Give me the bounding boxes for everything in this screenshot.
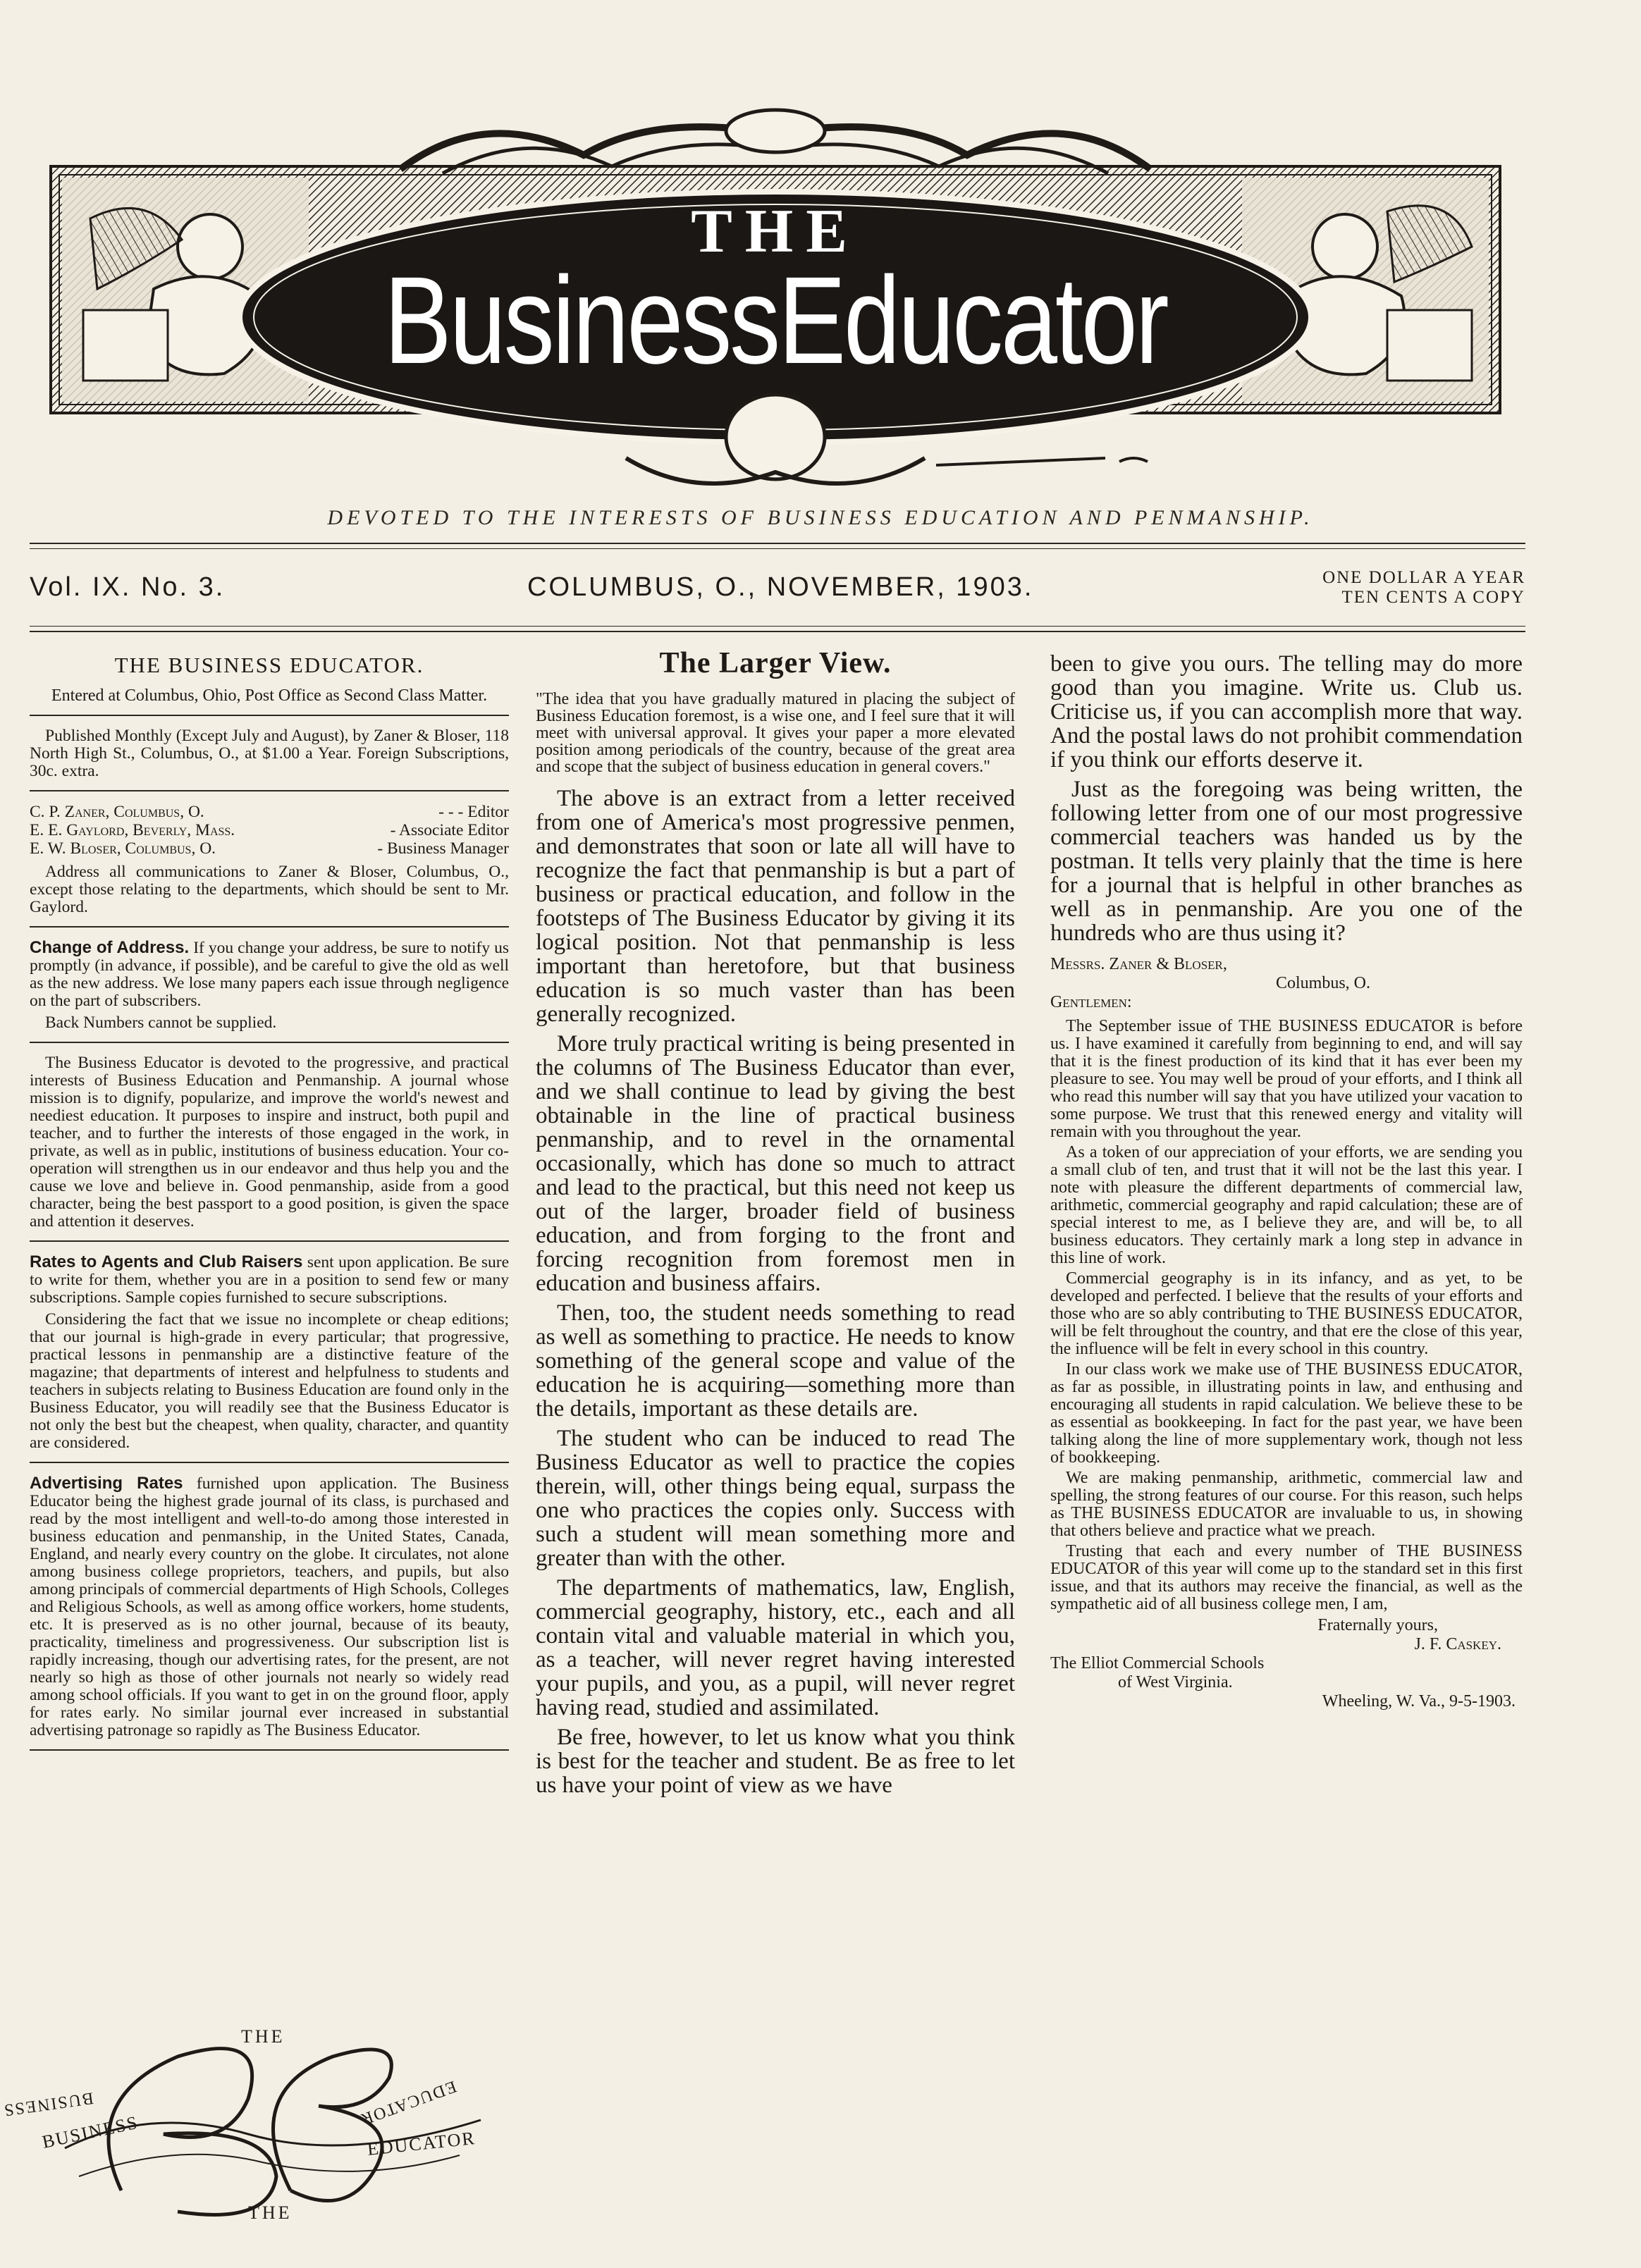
divider <box>30 1462 509 1463</box>
divider <box>30 790 509 791</box>
divider-top <box>30 543 1525 544</box>
letter-place-date: Wheeling, W. Va., 9-5-1903. <box>1322 1692 1516 1711</box>
entered-notice: Entered at Columbus, Ohio, Post Office as Second Class Matter. <box>51 686 488 705</box>
divider <box>30 1749 509 1751</box>
rates-heading: Rates to Agents and Club Raisers <box>30 1252 303 1271</box>
back-numbers-notice: Back Numbers cannot be supplied. <box>45 1013 277 1032</box>
left-title: THE BUSINESS EDUCATOR. <box>114 653 424 677</box>
change-of-address-heading: Change of Address. <box>30 938 190 957</box>
masthead-banner <box>48 106 1503 486</box>
letter-addressee: Messrs. Zaner & Bloser, <box>1050 955 1227 973</box>
letter-paragraph: Trusting that each and every number of THE BUSINESS EDUCATOR of this year will come up to the standard set in this first issue, and that its authors may receive the financial, as well as the sympathetic aid of all business college men, I am, <box>1050 1542 1523 1613</box>
staff-role: - Business Manager <box>377 839 509 858</box>
letter-paragraph: As a token of our appreciation of your efforts, we are sending you a small club of ten, and trust that it will not be the last this year. I note with pleasure the different departments of commercial law, arithmetic, commercial geography and rapid calculation; these are of special interest to me, as I believe they are, and will be, to all business educators. They certainly mark a long step in advance in this line of work. <box>1050 1143 1523 1267</box>
article-paragraph: The above is an extract from a letter received from one of America's most progressive penmen, and demonstrates that soon or late all will have to recognize the fact that penmanship is but a part of business or practical education, and follow in the footsteps of The Business Educator by giving it its logical position. Not that penmanship is less important than heretofore, but that business education is so much vaster than has been generally recognized. <box>536 786 1015 1027</box>
letter-paragraph: The September issue of THE BUSINESS EDUCATOR is before us. I have examined it carefully from beginning to end, and will say that it is the finest production of its kind that it has ever been my pleasure to see. You may well be proud of your efforts, and I think all who read this number will say that you have utilized your vacation to some purpose. We trust that this renewed energy and vitality will remain with you throughout the year. <box>1050 1017 1523 1141</box>
article-paragraph: Then, too, the student needs something to read as well as something to practice. He needs to know something of the general scope and value of the education he is acquiring—something more than the details, important as these details are. <box>536 1300 1015 1422</box>
article-continued <box>1050 652 1523 945</box>
divider <box>30 926 509 927</box>
left-column <box>30 652 509 1762</box>
tagline: DEVOTED TO THE INTERESTS OF BUSINESS EDUCATION AND PENMANSHIP. <box>327 506 1314 529</box>
letter-body <box>1050 1018 1523 1613</box>
price <box>1322 568 1525 608</box>
monogram-business: BUSINESS <box>40 2112 141 2152</box>
advertising-heading: Advertising Rates <box>30 1474 183 1493</box>
monogram-the-bottom: THE <box>248 2202 293 2223</box>
school-state: of West Virginia. <box>1118 1673 1233 1691</box>
issue-info <box>30 568 1525 615</box>
published-notice: Published Monthly (Except July and August), by Zaner & Bloser, 118 North High St., Columbus, O., at $1.00 a Year. Foreign Subscriptions, 30c. extra. <box>30 727 509 780</box>
article-body <box>536 787 1015 1797</box>
staff-row <box>30 821 509 839</box>
rates-to-agents <box>30 1253 509 1307</box>
divider <box>30 715 509 716</box>
letter-paragraph: In our class work we make use of THE BUSINESS EDUCATOR, as far as possible, in illustrating points in law, and enthusing and encouraging all students in rapid calculation. We believe these to be as essential as bookkeeping. In fact for the past year, we have been talking along the line of more supplementary work, though not less of bookkeeping. <box>1050 1360 1523 1467</box>
staff-role: - Associate Editor <box>390 821 509 839</box>
article-paragraph: Just as the foregoing was being written, the following letter from one of our most progressive commercial teachers was handed us by the postman. It tells very plainly that the time is here for a journal that is helpful in other branches as well as in penmanship. Are you one of the hundreds who are thus using it? <box>1050 777 1523 946</box>
be-monogram <box>1 2014 509 2226</box>
volume-number: Vol. IX. No. 3. <box>30 572 226 602</box>
monogram-educator: EDUCATOR <box>366 2128 477 2159</box>
divider-issue-thin <box>30 626 1525 627</box>
letter-paragraph: We are making penmanship, arithmetic, commercial law and spelling, the strong features of our course. For this reason, such helps as THE BUSINESS EDUCATOR are invaluable to us, in showing that others believe and practice what we preach. <box>1050 1469 1523 1540</box>
monogram-the-top: THE <box>241 2026 285 2047</box>
letter-paragraph: Commercial geography is in its infancy, and as yet, to be developed and perfected. I believe that the results of your efforts and those who are so ably contributing to THE BUSINESS EDUCATOR, will be felt throughout the country, and that ere the close of this year, the influence will be felt in every school in this country. <box>1050 1269 1523 1358</box>
divider <box>30 1240 509 1242</box>
signer-name: J. F. Caskey. <box>1414 1635 1501 1653</box>
article-paragraph: The departments of mathematics, law, English, commercial geography, history, etc., each and all contain vital and valuable material in which you, as a teacher, will never regret having interested your pupils, and you, as a pupil, will never regret having read, studied and assimilated. <box>536 1575 1015 1720</box>
staff-name: E. W. Bloser, Columbus, O. <box>30 839 216 858</box>
staff-row <box>30 803 509 821</box>
advertising-text: furnished upon application. The Business Educator being the highest grade journal of its class, is purchased and read by the most intelligent and well-to-do among those interested in business education and penmanship, in the United States, Canada, England, and nearly every country on the globe. It circulates, not alone among business college proprietors, teachers, and pupils, but also among principals of commercial departments of High Schools, Colleges and Religious Schools, as well as among office workers, home students, etc. It is preserved as is no other journal, because of its beauty, practicality, timeliness and progressiveness. Our subscription list is rapidly increasing, though our advertising rates, for the present, are not nearly so high as those of other journals not nearly so widely read among school officials. If you want to get in on the ground floor, apply for rates early. No similar journal ever increased in substantial advertising patronage so rapidly as The Business Educator. <box>30 1474 510 1739</box>
price-copy: TEN CENTS A COPY <box>1341 588 1525 607</box>
place-date: COLUMBUS, O., NOVEMBER, 1903. <box>527 572 1034 602</box>
school-name: The Elliot Commercial Schools <box>1050 1654 1265 1672</box>
monogram-educator-inverted: EDUCATOR <box>357 2076 459 2129</box>
change-of-address <box>30 939 509 1010</box>
divider-top-thin <box>30 548 1525 549</box>
price-year: ONE DOLLAR A YEAR <box>1322 568 1525 587</box>
letter-greeting: Gentlemen: <box>1050 993 1132 1011</box>
staff-row <box>30 839 509 858</box>
letter-city: Columbus, O. <box>1276 974 1371 992</box>
address-notice: Address all communications to Zaner & Bloser, Columbus, O., except those relating to the departments, which should be sent to Mr. Gaylord. <box>30 863 509 916</box>
masthead-the: THE <box>691 197 860 266</box>
letter-closing <box>1050 1616 1523 1654</box>
staff-name: E. E. Gaylord, Beverly, Mass. <box>30 821 235 839</box>
middle-column <box>536 647 1015 1803</box>
article-paragraph: been to give you ours. The telling may do more good than you imagine. Write us. Club us. Criticise us, if you can accomplish more that way. And the postal laws do not prohibit commendation if you think our efforts deserve it. <box>1050 651 1523 772</box>
article-heading: The Larger View. <box>659 647 892 679</box>
article-quote: "The idea that you have gradually matured in placing the subject of Business Education foremost, is a wise one, and I feel sure that it will meet with universal approval. It gives your paper a more elevated position among periodicals of the country, because of the great area and scope that the subject of business education in general covers." <box>536 690 1015 776</box>
article-paragraph: Be free, however, to let us know what you think is best for the teacher and student. Be as free to let us have your point of view as we have <box>536 1725 1015 1798</box>
be-monogram-ornament <box>1 2014 509 2226</box>
considering-text: Considering the fact that we issue no incomplete or cheap editions; that our journal is high-grade in every particular; that progressive, practical lessons in penmanship are a distinctive feature of the magazine; that departments of interest and helpfulness to students and teachers in subjects relating to Business Education are found only in the Business Educator, you will readily see that the Business Educator is not only the best but the cheapest, when quality, character, and quantity are considered. <box>30 1310 509 1452</box>
closing-phrase: Fraternally yours, <box>1317 1616 1438 1634</box>
monogram-business-inverted: BUSINESS <box>1 2088 95 2120</box>
divider-issue <box>30 631 1525 632</box>
article-paragraph: More truly practical writing is being presented in the columns of The Business Educator than ever, and we shall continue to lead by giving the best obtainable in the line of practical business penmanship, and to revel in the ornamental occasionally, which has done so much to attract and lead to the practical, but this need not keep us out of the larger, broader field of business education, and from forging to the front and forcing recognition from foremost men in education and business affairs. <box>536 1031 1015 1296</box>
rates-text: sent upon application. Be sure to write for them, whether you are in a position to send few or many subscriptions. Sample copies furnished to secure subscriptions. <box>30 1253 509 1307</box>
article-paragraph: The student who can be induced to read The Business Educator as well to practice the copies therein, will, other things being equal, surpass the one who practices the copies only. Success with such a student will mean something more and greater than with the other. <box>536 1426 1015 1571</box>
mission-statement: The Business Educator is devoted to the progressive, and practical interests of Business Education and Penmanship. A journal whose mission is to dignify, popularize, and improve the world's newest and neediest education. It purposes to inspire and instruct, both pupil and teacher, and to further the interests of those engaged in the work, in private, as well as in public, institutions of business education. Your co-operation will strengthen us in our endeavor and thus help you and the cause we love and believe in. Good penmanship, aside from a good character, being the best passport to a good position, is given the space and attention it deserves. <box>30 1054 509 1231</box>
change-of-address-text: If you change your address, be sure to notify us promptly (in advance, if possible), and be careful to give the old as well as the new address. We lose many papers each issue through negligence on the part of subscribers. <box>30 939 510 1010</box>
divider <box>30 1042 509 1043</box>
staff-name: C. P. Zaner, Columbus, O. <box>30 803 204 821</box>
masthead-title: BusinessEducator <box>383 252 1167 390</box>
school-info <box>1050 1654 1523 1711</box>
advertising-rates <box>30 1474 509 1739</box>
right-column <box>1050 652 1523 1711</box>
letter-salutation <box>1050 955 1523 1012</box>
staff-role: - - - Editor <box>438 803 509 821</box>
staff-list <box>30 803 509 858</box>
